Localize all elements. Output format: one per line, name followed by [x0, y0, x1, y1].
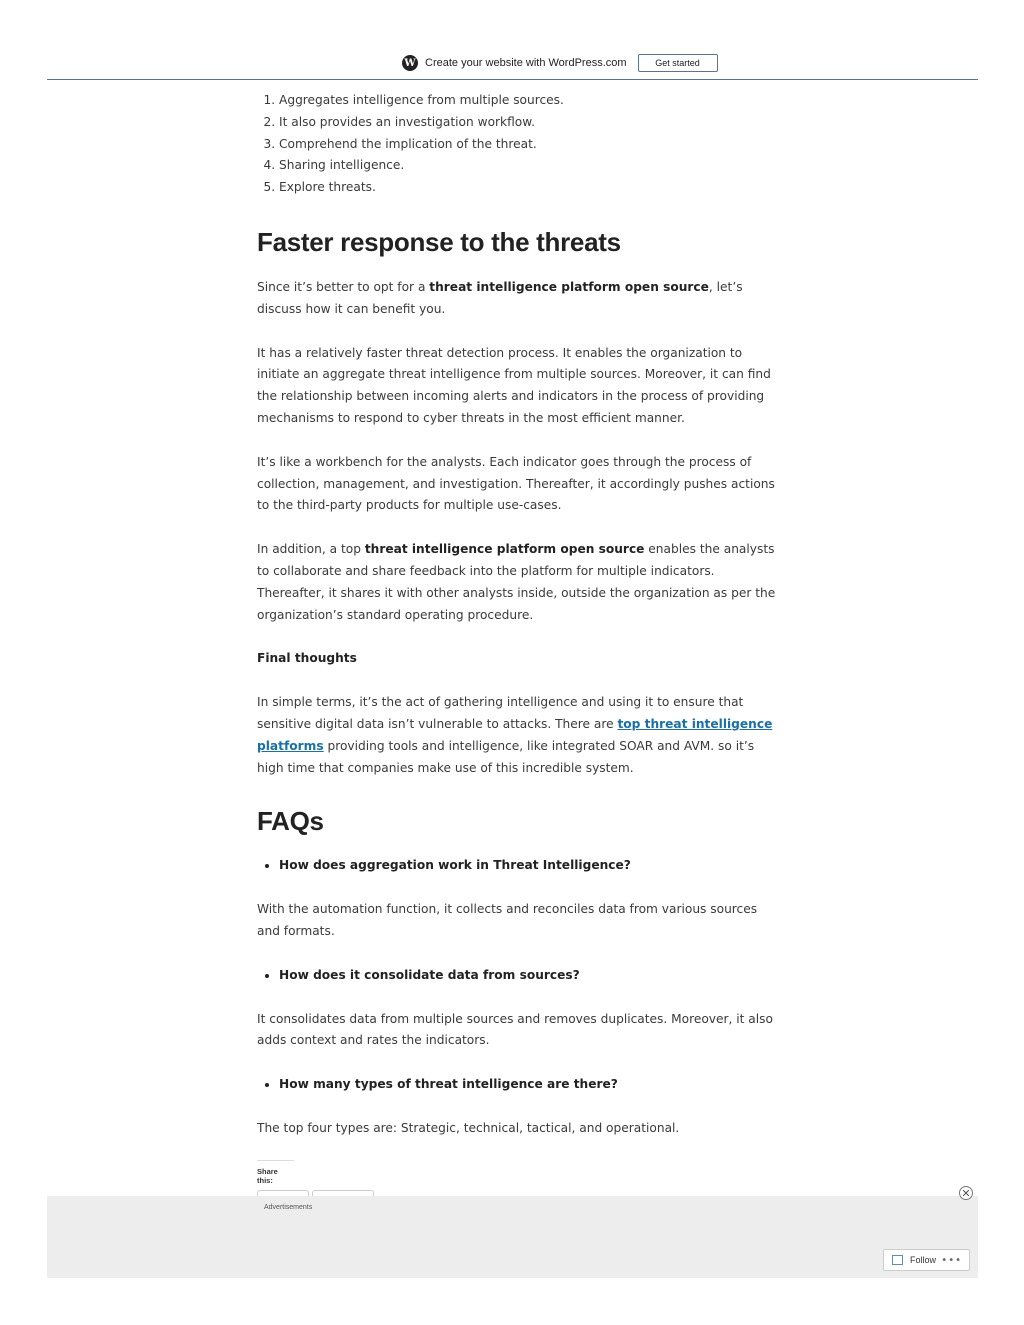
faq-question: • How many types of threat intelligence are there?: [279, 1074, 777, 1096]
bold-keyword: threat intelligence platform open source: [364, 542, 645, 557]
advertisements-label: Advertisements: [264, 1204, 313, 1211]
intro-list: [257, 90, 777, 199]
faq-answer: It consolidates data from multiple sources and removes duplicates. Moreover, it also adds context and rates the indicators.: [257, 1011, 773, 1048]
list-item: 2. It also provides an investigation workflow.: [279, 112, 777, 134]
faqs-heading: FAQs: [257, 806, 324, 837]
paragraph-intro: [257, 277, 777, 321]
faq-question: • How does aggregation work in Threat Intelligence?: [279, 855, 777, 877]
share-label: Share this:: [257, 1160, 294, 1185]
faq-answer: With the automation function, it collects and reconciles data from various sources and formats.: [257, 902, 758, 938]
faq-question-list: [257, 855, 777, 877]
close-ad-icon[interactable]: ✕: [959, 1186, 973, 1200]
list-item: 3. Comprehend the implication of the threat.: [279, 134, 777, 156]
list-item: 5. Explore threats.: [279, 177, 777, 199]
article-body: [257, 90, 777, 1140]
list-item: 4. Sharing intelligence.: [279, 155, 777, 177]
paragraph-collaboration: [257, 539, 777, 626]
follow-widget: [883, 1249, 970, 1271]
faq-question-list: [257, 965, 777, 987]
text-segment: Since it’s better to opt for a: [257, 279, 430, 294]
wordpress-promo-link[interactable]: Create your website with WordPress.com: [425, 57, 627, 69]
text-segment: In addition, a top: [257, 542, 365, 557]
follow-reader-icon: [892, 1255, 903, 1265]
wordpress-logo-icon[interactable]: W: [402, 55, 418, 71]
paragraph-workbench: It’s like a workbench for the analysts. Each indicator goes through the process of collection, management, and investigation. Thereafter, it accordingly pushes actions to the third-party products for multiple use-cases.: [257, 454, 775, 513]
faq-question-list: [257, 1074, 777, 1096]
follow-button[interactable]: Follow: [910, 1255, 937, 1265]
wordpress-banner: [47, 48, 978, 80]
text-segment: enables the analysts to collaborate and share feedback into the platform for multiple indicators. Thereafter, it shares it with other analysts inside, outside the organization as per the organization’s standard operating procedure.: [257, 542, 776, 622]
paragraph-conclusion: [257, 692, 777, 779]
faq-question: • How does it consolidate data from sources?: [279, 965, 777, 987]
text-segment: , let’s discuss how it can benefit you.: [257, 279, 743, 316]
paragraph-detection: It has a relatively faster threat detection process. It enables the organization to initiate an aggregate threat intelligence from multiple sources. Moreover, it can find the relationship between incoming alerts and indicators in the process of providing mechanisms to respond to cyber threats in the most efficient manner.: [257, 345, 771, 425]
text-segment: providing tools and intelligence, like integrated SOAR and AVM. so it’s high time that companies make use of this incredible system.: [257, 738, 755, 775]
bold-keyword: threat intelligence platform open source: [429, 279, 709, 294]
faq-answer: The top four types are: Strategic, technical, tactical, and operational.: [257, 1120, 680, 1135]
wordpress-banner-inner: [402, 53, 718, 73]
get-started-button[interactable]: Get started: [638, 54, 718, 72]
list-item: 1. Aggregates intelligence from multiple sources.: [279, 90, 777, 112]
section-heading-faster-response: Faster response to the threats: [257, 226, 621, 257]
threat-platforms-link[interactable]: top threat intelligence platforms: [257, 716, 773, 753]
final-thoughts-heading: Final thoughts: [257, 651, 357, 666]
text-segment: In simple terms, it’s the act of gathering intelligence and using it to ensure that sensitive digital data isn’t vulnerable to attacks. There are: [257, 695, 744, 731]
more-options-icon[interactable]: •••: [941, 1254, 962, 1266]
advertisement-bar: [47, 1196, 978, 1278]
